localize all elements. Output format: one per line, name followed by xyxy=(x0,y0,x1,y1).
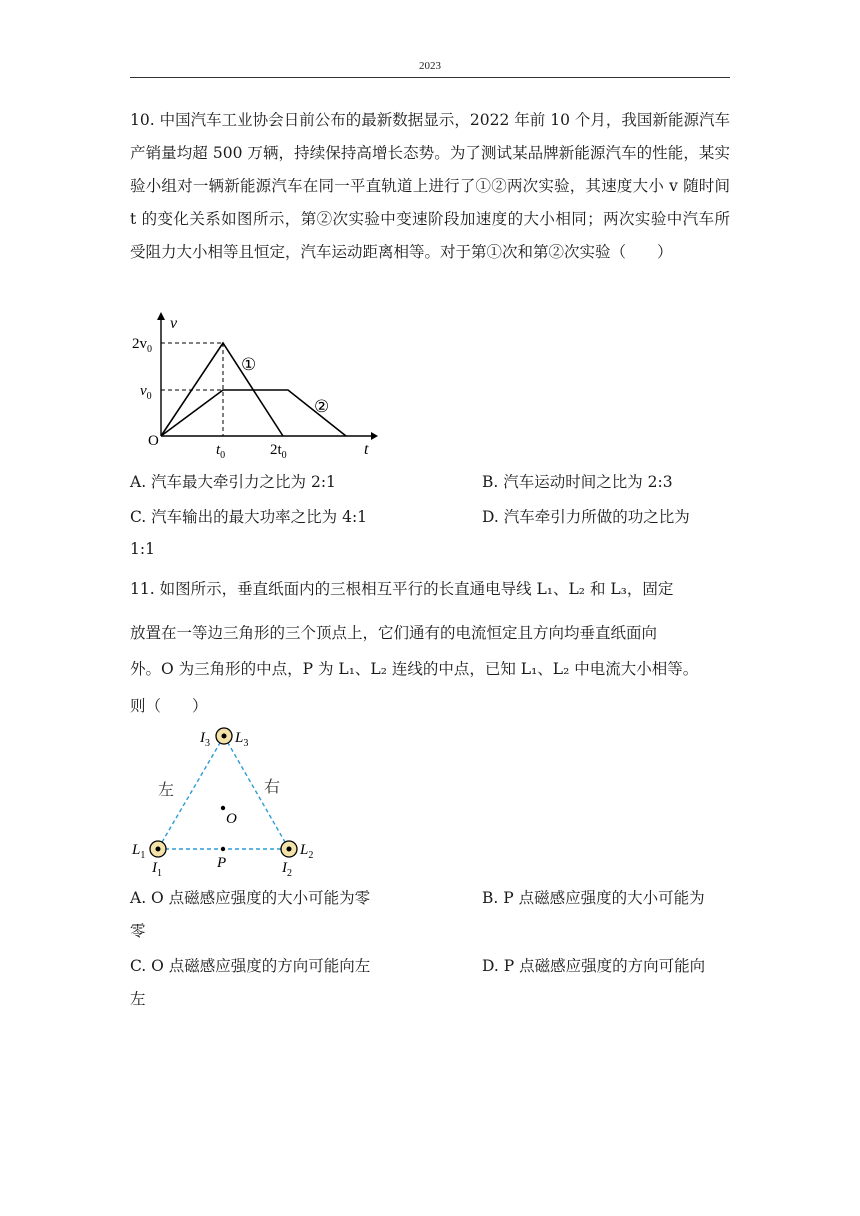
svg-text:2t0: $2t_0$ xyxy=(270,442,287,458)
q10-option-d-continued: 1:1 xyxy=(130,540,155,558)
svg-text:v0: $v_0$ xyxy=(140,383,152,402)
label-O: O xyxy=(226,811,237,827)
label-I2: I xyxy=(282,860,287,876)
header-rule xyxy=(130,77,730,78)
page-header-year: 2023 xyxy=(419,60,441,72)
q11-option-d-continued: 左 xyxy=(130,990,146,1008)
t-axis-arrow xyxy=(371,432,378,440)
label-t0: t xyxy=(216,442,221,458)
q10-option-c: C. 汽车输出的最大功率之比为 4:1 xyxy=(130,508,368,526)
conductor-L3 xyxy=(216,728,232,744)
q11-triangle-figure xyxy=(128,722,328,877)
svg-text:I3: $I_3$ xyxy=(200,730,210,749)
label-I3: I xyxy=(200,730,205,746)
q10-option-d: D. 汽车牵引力所做的功之比为 xyxy=(482,508,690,526)
t-axis-label: t xyxy=(364,441,369,458)
q11-option-b-continued: 零 xyxy=(130,922,146,940)
conductor-L2 xyxy=(281,841,297,857)
q10-option-a: A. 汽车最大牵引力之比为 2:1 xyxy=(130,473,336,491)
label-P: P xyxy=(217,855,227,871)
label-L1: L xyxy=(132,842,141,858)
v-axis-label: v xyxy=(170,315,178,332)
svg-text:L3: $L_3$ xyxy=(235,730,249,749)
label-right: 右 xyxy=(264,777,281,796)
q11-stem-line-1: 11. 如图所示，垂直纸面内的三根相互平行的长直通电导线 L₁、L₂ 和 L₃，固定 xyxy=(130,580,674,598)
label-L2: L xyxy=(300,842,309,858)
label-L3: L xyxy=(235,730,244,746)
svg-text:L1: $L_1$ xyxy=(132,842,146,861)
origin-label: O xyxy=(148,433,159,449)
q11-option-c: C. O 点磁感应强度的方向可能向左 xyxy=(130,957,371,975)
point-O xyxy=(221,806,225,810)
q11-option-b: B. P 点磁感应强度的大小可能为 xyxy=(482,889,705,907)
q11-option-d: D. P 点磁感应强度的方向可能向 xyxy=(482,957,706,975)
q11-stem-line-3: 外。O 为三角形的中点，P 为 L₁、L₂ 连线的中点，已知 L₁、L₂ 中电流大小相等。 xyxy=(130,660,699,678)
svg-text:L2: $L_2$ xyxy=(300,842,314,861)
q11-option-a: A. O 点磁感应强度的大小可能为零 xyxy=(130,889,371,907)
svg-text:t0: $t_0$ xyxy=(216,442,226,458)
q10-stem: 10. 中国汽车工业协会日前公布的最新数据显示，2022 年前 10 个月，我国新能源汽车产销量均超 500 万辆，持续保持高增长态势。为了测试某品牌新能源汽车的性能，某实验小组对一辆新能源汽车在同一平直轨道上进行了①②两次实验，其速度大小 v 随时间 t 的变化关系如图所示，第②次实验中变速阶段加速度的大小相同；两次实验中汽车所受阻力大小相等且恒定，汽车运动距离相等。对于第①次和第②次实验（ ） xyxy=(130,111,730,261)
q11-stem-line-2: 放置在一等边三角形的三个顶点上，它们通有的电流恒定且方向均垂直纸面向 xyxy=(130,624,658,642)
label-2t0: 2t xyxy=(270,442,282,458)
svg-text:I2: $I_2$ xyxy=(282,860,292,877)
curve-2-label: ② xyxy=(314,397,330,416)
label-v0: v xyxy=(140,383,147,399)
q10-vt-graph xyxy=(128,308,378,458)
curve-1-label: ① xyxy=(241,355,257,374)
q11-stem-line-4: 则（ ） xyxy=(130,697,208,715)
svg-text:2v0: $2v_0$ xyxy=(132,336,152,355)
point-P xyxy=(221,847,225,851)
label-2v0: 2v xyxy=(132,336,147,352)
label-left: 左 xyxy=(158,780,175,799)
svg-text:I1: $I_1$ xyxy=(152,860,162,877)
label-I1: I xyxy=(152,860,157,876)
q10-option-b: B. 汽车运动时间之比为 2:3 xyxy=(482,473,673,491)
conductor-L1 xyxy=(150,841,166,857)
v-axis-arrow xyxy=(157,312,165,320)
